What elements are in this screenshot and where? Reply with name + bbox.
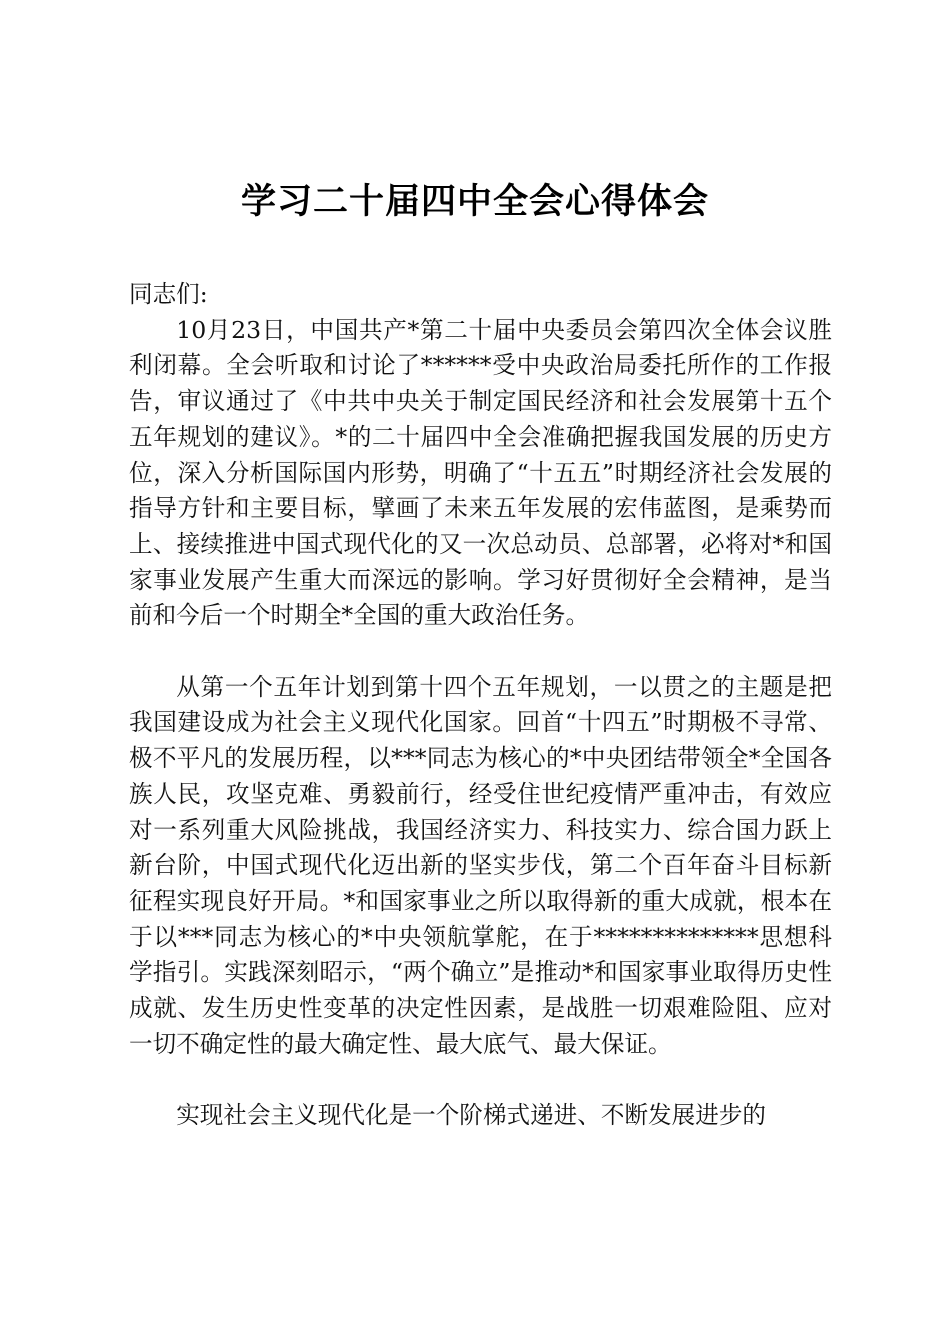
paragraph-2: 从第一个五年计划到第十四个五年规划，一以贯之的主题是把我国建设成为社会主义现代化国家。回首“十四五”时期极不寻常、极不平凡的发展历程，以***同志为核心的*中央团结带领全*全国各族人民，攻坚克难、勇毅前行，经受住世纪疫情严重冲击，有效应对一系列重大风险挑战，我国经济实力、科技实力、综合国力跃上新台阶，中国式现代化迈出新的坚实步伐，第二个百年奋斗目标新征程实现良好开局。*和国家事业之所以取得新的重大成就，根本在于以***同志为核心的*中央领航掌舵，在于**************思想科学指引。实践深刻昭示，“两个确立”是推动*和国家事业取得历史性成就、发生历史性变革的决定性因素，是战胜一切艰难险阻、应对一切不确定性的最大确定性、最大底气、最大保证。: [129, 672, 832, 1058]
paragraph-spacer: [129, 634, 832, 670]
document-body: [129, 277, 832, 1134]
document-title: 学习二十届四中全会心得体会: [240, 182, 709, 222]
paragraph-spacer: [129, 1062, 832, 1098]
paragraph-3: 实现社会主义现代化是一个阶梯式递进、不断发展进步的: [176, 1101, 767, 1130]
salutation: 同志们:: [129, 280, 208, 308]
paragraph-1: 10月23日，中国共产*第二十届中央委员会第四次全体会议胜利闭幕。全会听取和讨论了******受中央政治局委托所作的工作报告，审议通过了《中共中央关于制定国民经济和社会发展第十五个五年规划的建议》。*的二十届四中全会准确把握我国发展的历史方位，深入分析国际国内形势，明确了“十五五”时期经济社会发展的指导方针和主要目标，擘画了未来五年发展的宏伟蓝图，是乘势而上、接续推进中国式现代化的又一次总动员、总部署，必将对*和国家事业发展产生重大而深远的影响。学习好贯彻好全会精神，是当前和今后一个时期全*全国的重大政治任务。: [129, 315, 832, 630]
